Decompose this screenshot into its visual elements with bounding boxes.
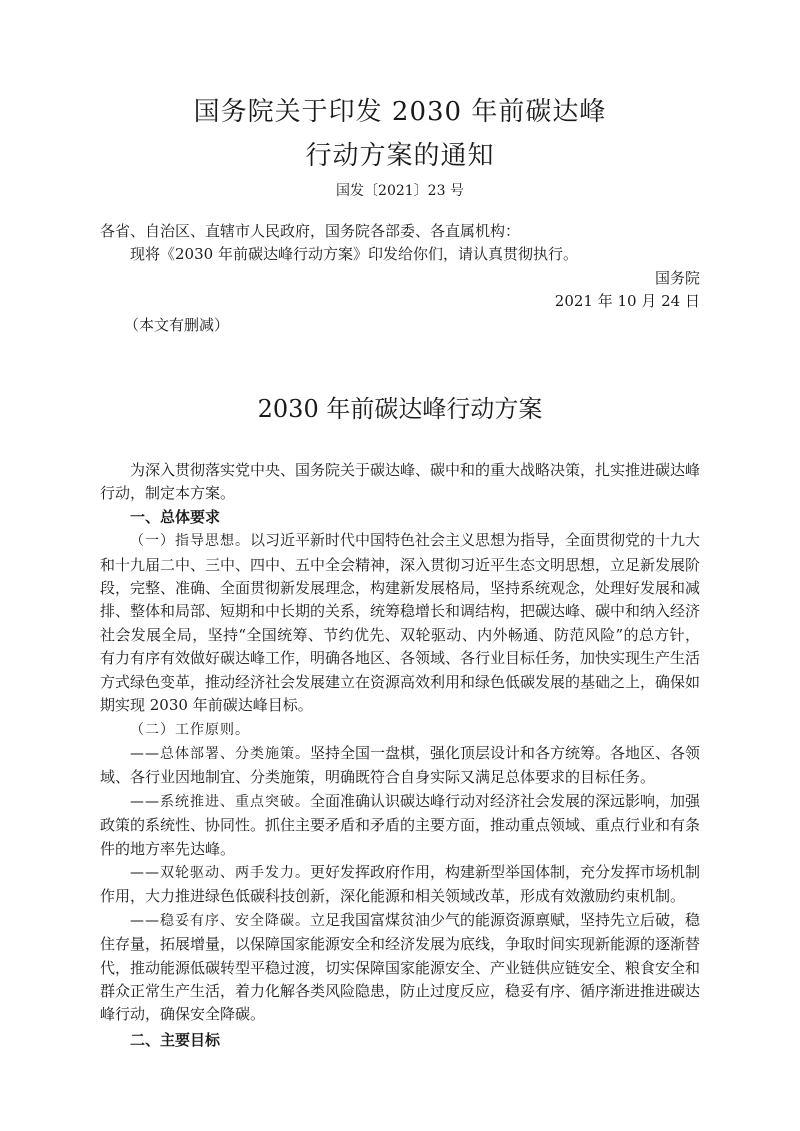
abridged-note: （本文有删减） — [124, 315, 230, 334]
principle-label-2: ——系统推进、重点突破。 — [130, 793, 310, 810]
notice-body: 现将《2030 年前碳达峰行动方案》印发给你们，请认真贯彻执行。 — [130, 245, 578, 264]
signature-date: 2021 年 10 月 24 日 — [554, 292, 700, 311]
principle-text-2: 全面准确认识碳达峰行动对经济社会发展的深远影响，加强政策的系统性、协同性。抓住主要矛盾和矛盾的主要方面，推动重点领域、重点行业和有条件的地方率先达峰。 — [100, 791, 701, 858]
principle-paragraph-1 — [100, 742, 700, 790]
notice-title — [100, 90, 700, 178]
principle-paragraph-2 — [100, 790, 700, 861]
guiding-ideology-paragraph — [100, 529, 700, 717]
addressee: 各省、自治区、直辖市人民政府，国务院各部委、各直属机构： — [100, 222, 521, 240]
principle-label-3: ——双轮驱动、两手发力。 — [130, 864, 310, 881]
plan-intro: 为深入贯彻落实党中央、国务院关于碳达峰、碳中和的重大战略决策，扎实推进碳达峰行动，制定本方案。 — [100, 461, 701, 503]
guiding-ideology-text: 以习近平新时代中国特色社会主义思想为指导，全面贯彻党的十九大和十九届二中、三中、四中、五中全会精神，深入贯彻习近平生态文明思想，立足新发展阶段，完整、准确、全面贯彻新发展理念，构建新发展格局，坚持系统观念，处理好发展和减排、整体和局部、短期和中长期的关系，统筹稳增长和调结构，把碳达峰、碳中和纳入经济社会发展全局，坚持“全国统筹、节约优先、双轮驱动、内外畅通、防范风险”的总方针，有力有序有效做好碳达峰工作，明确各地区、各领域、各行业目标任务，加快实现生产生活方式绿色变革，推动经济社会发展建立在资源高效利用和绿色低碳发展的基础之上，确保如期实现 2030 年前碳达峰目标。 — [100, 531, 701, 715]
notice-title-line2: 行动方案的通知 — [305, 141, 495, 171]
principle-text-1: 坚持全国一盘棋，强化顶层设计和各方统筹。各地区、各领域、各行业因地制宜、分类施策，明确既符合自身实际又满足总体要求的目标任务。 — [100, 743, 701, 787]
principle-paragraph-4 — [100, 909, 700, 1027]
guiding-ideology-label: （一）指导思想。 — [130, 533, 250, 550]
section-heading-main-targets: 二、主要目标 — [130, 1030, 221, 1049]
work-principles-label-text: （二）工作原则。 — [130, 721, 250, 738]
document-number: 国发〔2021〕23 号 — [336, 183, 464, 199]
principle-label-1: ——总体部署、分类施策。 — [130, 745, 310, 762]
principle-label-4: ——稳妥有序、安全降碳。 — [130, 912, 310, 929]
work-principles-label — [100, 718, 700, 742]
notice-title-line1: 国务院关于印发 2030 年前碳达峰 — [193, 97, 607, 127]
principle-paragraph-3 — [100, 861, 700, 909]
principle-text-3: 更好发挥政府作用，构建新型举国体制，充分发挥市场机制作用，大力推进绿色低碳科技创新，深化能源和相关领域改革，形成有效激励约束机制。 — [100, 862, 701, 906]
signature-org: 国务院 — [654, 268, 700, 287]
section-heading-general-requirements: 一、总体要求 — [130, 507, 221, 526]
principle-text-4: 立足我国富煤贫油少气的能源资源禀赋，坚持先立后破，稳住存量，拓展增量，以保障国家能源安全和经济发展为底线，争取时间实现新能源的逐渐替代，推动能源低碳转型平稳过渡，切实保障国家能源安全、产业链供应链安全、粮食安全和群众正常生产生活，着力化解各类风险隐患，防止过度反应，稳妥有序、循序渐进推进碳达峰行动，确保安全降碳。 — [100, 910, 701, 1024]
plan-title: 2030 年前碳达峰行动方案 — [257, 395, 543, 424]
